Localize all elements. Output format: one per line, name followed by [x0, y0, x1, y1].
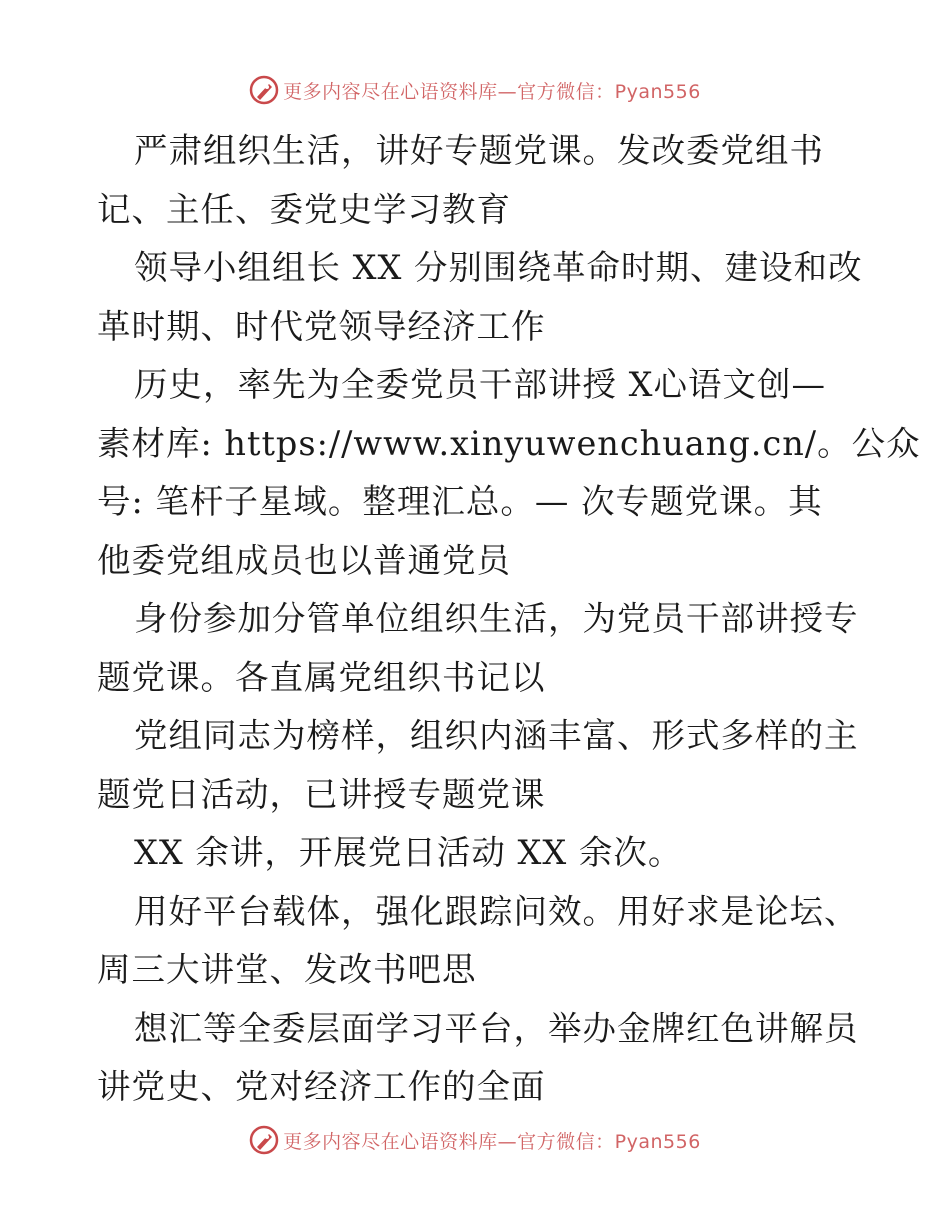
- header-banner: [0, 70, 950, 110]
- body-line: 历史，率先为全委党员干部讲授 X心语文创—: [134, 365, 826, 404]
- body-line: 号: 笔杆子星域。整理汇总。— 次专题党课。其: [97, 482, 823, 521]
- body-line: 想汇等全委层面学习平台，举办金牌红色讲解员: [134, 1008, 859, 1048]
- body-line: 讲党史、党对经济工作的全面: [97, 1067, 546, 1106]
- pen-nib-logo-icon: [249, 1125, 279, 1155]
- body-line: 党组同志为榜样，组织内涵丰富、形式多样的主: [134, 716, 859, 755]
- footer-banner-text: 更多内容尽在心语资料库—官方微信：Pyan556: [283, 1130, 701, 1153]
- body-line: 身份参加分管单位组织生活，为党员干部讲授专: [134, 599, 859, 638]
- body-line: 记、主任、委党史学习教育: [97, 189, 511, 229]
- pen-nib-logo-icon: [249, 75, 279, 105]
- document-body: [97, 122, 921, 1117]
- body-line: 他委党组成员也以普通党员: [97, 540, 511, 580]
- body-line: 领导小组组长 XX 分别围绕革命时期、建设和改: [134, 248, 863, 287]
- body-line: 用好平台载体，强化跟踪问效。用好求是论坛、: [134, 891, 859, 931]
- body-line: 周三大讲堂、发改书吧思: [97, 950, 477, 989]
- body-line: 严肃组织生活，讲好专题党课。发改委党组书: [134, 131, 824, 170]
- body-line: 题党日活动，已讲授专题党课: [97, 774, 546, 814]
- body-line: XX 余讲，开展党日活动 XX 余次。: [134, 833, 683, 872]
- body-line: 革时期、时代党领导经济工作: [97, 306, 546, 346]
- footer-banner: [0, 1120, 950, 1160]
- header-banner-text: 更多内容尽在心语资料库—官方微信：Pyan556: [283, 80, 701, 103]
- body-line: 题党课。各直属党组织书记以: [97, 657, 546, 697]
- body-line: 素材库: https://www.xinyuwenchuang.cn/。公众: [97, 423, 921, 463]
